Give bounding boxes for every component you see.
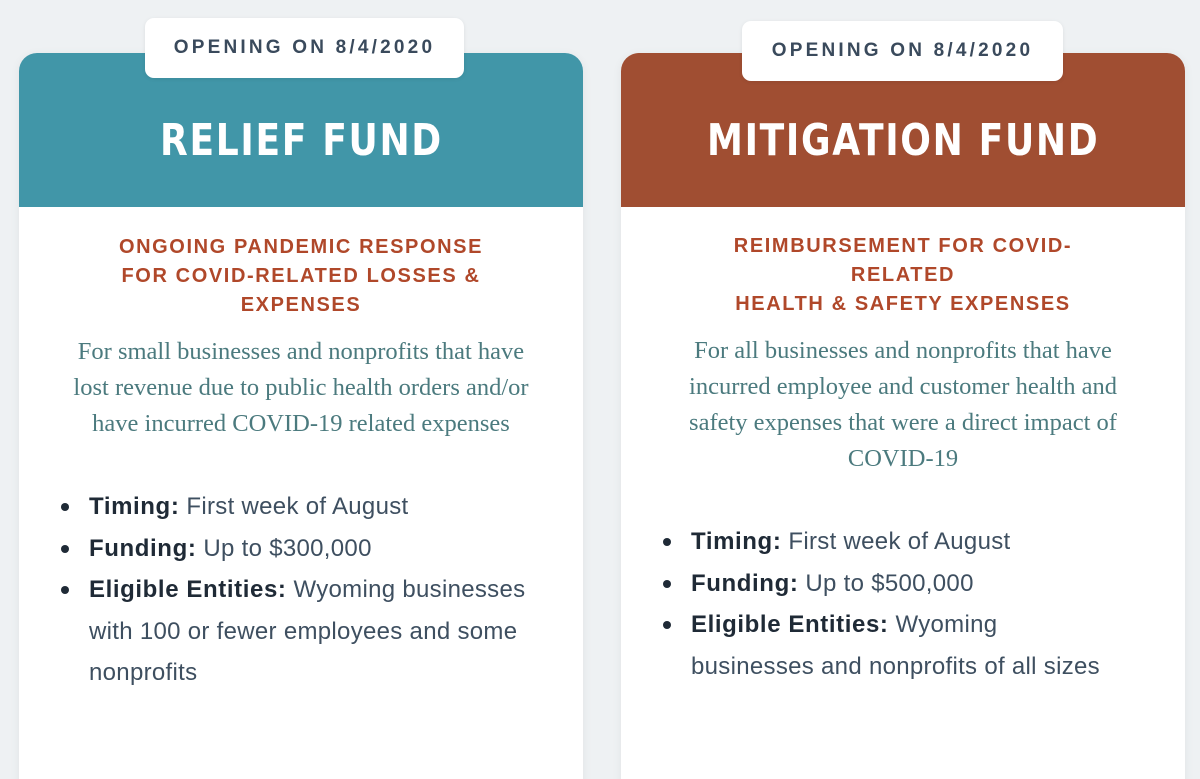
eligible-entities-label: Eligible Entities:	[89, 576, 287, 603]
timing-value: First week of August	[788, 528, 1011, 555]
mitigation-fund-card	[621, 40, 1185, 779]
mitigation-fund-details-list	[621, 521, 1111, 687]
funding-value: Up to $300,000	[203, 534, 372, 562]
relief-timing-item	[89, 486, 529, 528]
relief-fund-subheading: ONGOING PANDEMIC RESPONSE FOR COVID-RELATED LOSSES & EXPENSES	[118, 236, 484, 316]
mitigation-fund-subheading: REIMBURSEMENT FOR COVID- RELATED HEALTH & SAFETY EXPENSES	[733, 235, 1073, 315]
eligible-entities-value: Wyoming businesses and nonprofits of all sizes	[691, 611, 1100, 680]
relief-fund-title: RELIEF FUND	[159, 114, 443, 166]
funding-label: Funding:	[691, 569, 799, 597]
eligible-entities-value: Wyoming businesses with 100 or fewer employees and some nonprofits	[89, 576, 526, 686]
relief-opening-badge	[145, 18, 464, 78]
funding-value: Up to $500,000	[805, 569, 974, 597]
relief-fund-card	[19, 37, 583, 779]
mitigation-eligible-item	[691, 604, 1111, 687]
timing-label: Timing:	[89, 493, 180, 520]
bullet-icon	[663, 580, 671, 588]
relief-fund-description: For small businesses and nonprofits that have lost revenue due to public health orders and/or have incurred COVID-19 related expenses	[73, 338, 529, 437]
relief-fund-details-list	[19, 486, 529, 694]
bullet-icon	[61, 503, 69, 511]
mitigation-opening-text: OPENING ON 8/4/2020	[771, 40, 1034, 61]
mitigation-timing-item	[691, 521, 1111, 563]
mitigation-opening-badge	[742, 21, 1063, 81]
bullet-icon	[61, 545, 69, 553]
bullet-icon	[663, 538, 671, 546]
relief-funding-item	[89, 528, 529, 570]
mitigation-fund-title: MITIGATION FUND	[706, 114, 1100, 166]
mitigation-funding-item	[691, 563, 1111, 605]
timing-value: First week of August	[186, 493, 409, 520]
timing-label: Timing:	[691, 528, 782, 555]
mitigation-fund-description: For all businesses and nonprofits that have incurred employee and customer health and safety expenses that were a direct impact of COVID-19	[689, 337, 1117, 472]
funding-label: Funding:	[89, 534, 197, 562]
relief-eligible-item	[89, 569, 529, 694]
bullet-icon	[61, 586, 69, 594]
eligible-entities-label: Eligible Entities:	[691, 611, 889, 638]
bullet-icon	[663, 621, 671, 629]
relief-opening-text: OPENING ON 8/4/2020	[173, 37, 436, 58]
